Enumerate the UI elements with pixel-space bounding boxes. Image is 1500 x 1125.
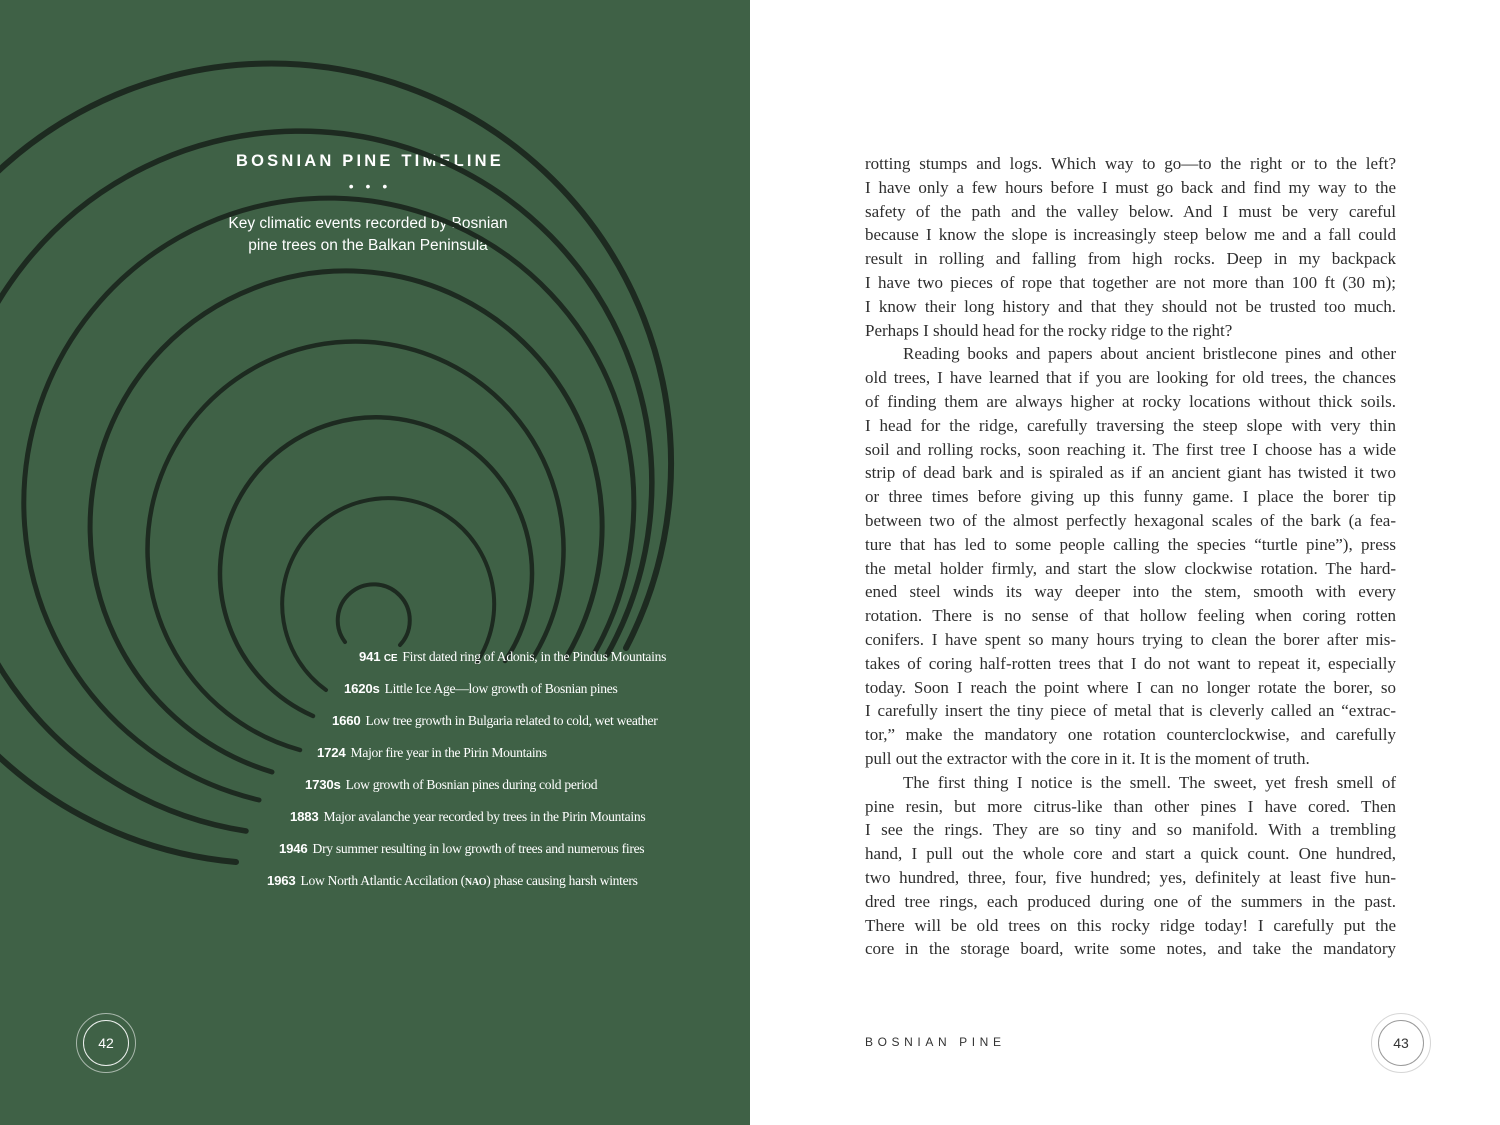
text-line: I have two pieces of rope that together are not more than 100 ft (30 m); <box>865 272 1396 292</box>
text-line: today. Soon I reach the point where I can no longer rotate the borer, so <box>865 677 1396 697</box>
event-year: 1883 <box>290 809 319 824</box>
text-line: strip of dead bark and is spiraled as if an ancient giant has twisted it two <box>865 463 1396 483</box>
text-line: The first thing I notice is the smell. The sweet, yet fresh smell of <box>903 772 1396 792</box>
timeline-title: BOSNIAN PINE TIMELINE <box>236 152 504 170</box>
event-year: 1660 <box>332 713 361 728</box>
text-line: result in rolling and falling from high rocks. Deep in my backpack <box>865 249 1396 269</box>
timeline-event-1883 <box>290 807 645 827</box>
text-line: hand, I pull out the whole core and start a quick count. One hundred, <box>865 844 1396 864</box>
text-line: because I know the slope is increasingly steep below me and a fall could <box>865 225 1396 245</box>
text-line: between two of the almost perfectly hexagonal scales of the bark (a fea- <box>865 510 1396 530</box>
timeline-event-1730s <box>305 775 597 795</box>
running-head: BOSNIAN PINE <box>865 1035 1006 1049</box>
timeline-event-1963 <box>267 871 638 891</box>
text-line: rotation. There is no sense of that hollow feeling when coring rotten <box>865 606 1396 626</box>
text-line: or three times before giving up this funny game. I place the borer tip <box>865 487 1396 507</box>
text-line: I know their long history and that they should not be trusted too much. <box>865 296 1396 316</box>
text-line: tor,” make the mandatory one rotation counterclockwise, and carefully <box>865 725 1396 745</box>
event-text: Dry summer resulting in low growth of trees and numerous fires <box>312 841 645 856</box>
timeline-event-941 <box>359 647 666 667</box>
event-text: Little Ice Age—low growth of Bosnian pines <box>384 681 618 696</box>
timeline-event-1946 <box>279 839 644 859</box>
event-year: 1963 <box>267 873 296 888</box>
timeline-event-1724 <box>317 743 547 763</box>
text-line: I see the rings. They are so tiny and so manifold. With a trembling <box>865 820 1396 840</box>
event-year: 1946 <box>279 841 308 856</box>
right-page <box>750 0 1500 1125</box>
text-line: takes of coring half-rotten trees that I do not want to repeat it, especially <box>865 653 1396 673</box>
timeline-event-1620s <box>344 679 617 699</box>
event-year: 1724 <box>317 745 346 760</box>
text-line: pull out the extractor with the core in it. It is the moment of truth. <box>865 748 1310 768</box>
body-text <box>865 152 1396 961</box>
event-text: First dated ring of Adonis, in the Pindus Mountains <box>402 649 667 664</box>
nao-abbreviation: NAO <box>464 877 487 888</box>
event-text: Low tree growth in Bulgaria related to cold, wet weather <box>365 713 658 728</box>
text-line: Perhaps I should head for the rocky ridge to the right? <box>865 320 1233 340</box>
ring-1 <box>338 584 410 645</box>
text-line: soil and rolling rocks, soon reaching it. The first tree I choose has a wide <box>865 439 1396 459</box>
text-line: old trees, I have learned that if you are looking for old trees, the chances <box>865 368 1396 388</box>
text-line: ened steel winds its way deeper into the stem, smooth with every <box>865 582 1396 602</box>
ring-3 <box>220 417 532 716</box>
event-text: Low growth of Bosnian pines during cold period <box>345 777 598 792</box>
timeline-event-1660 <box>332 711 658 731</box>
text-line: ture that has led to some people calling the species “turtle pine”), press <box>865 534 1396 554</box>
event-text: Major fire year in the Pirin Mountains <box>350 745 547 760</box>
text-line: pine resin, but more citrus-like than other pines I have cored. Then <box>865 796 1396 816</box>
subtitle-line-1: Key climatic events recorded by Bosnian <box>228 215 508 232</box>
text-line: I have only a few hours before I must go back and find my way to the <box>865 177 1396 197</box>
subtitle-line-2: pine trees on the Balkan Peninsula <box>248 237 488 254</box>
event-year: 1730s <box>305 777 341 792</box>
event-text-before: Low North Atlantic Accilation ( <box>300 873 465 888</box>
text-line: conifers. I have spent so many hours trying to clean the borer after mis- <box>865 629 1396 649</box>
text-line: of finding them are always higher at rocky locations without thick soils. <box>865 391 1396 411</box>
era-label: CE <box>383 653 398 664</box>
text-line: There will be old trees on this rocky ridge today! I carefully put the <box>865 915 1396 935</box>
event-year: 1620s <box>344 681 380 696</box>
ring-6 <box>24 198 634 800</box>
text-line: the metal holder firmly, and start the slow clockwise rotation. The hard- <box>865 558 1396 578</box>
ornament-dots: • • • <box>348 178 392 194</box>
text-line: rotting stumps and logs. Which way to go—to the right or to the left? <box>865 154 1396 173</box>
text-line: core in the storage board, write some notes, and take the mandatory <box>865 939 1396 959</box>
text-line: I carefully insert the tiny piece of metal that is cleverly called an “extrac- <box>865 701 1396 721</box>
event-text-after: ) phase causing harsh winters <box>486 873 638 888</box>
text-line: I head for the ridge, carefully traversing the steep slope with very thin <box>865 415 1396 435</box>
text-line: dred tree rings, each produced during one of the summers in the past. <box>865 891 1396 911</box>
page-number-43: 43 <box>1378 1020 1424 1066</box>
text-line: safety of the path and the valley below. And I must be very careful <box>865 201 1396 221</box>
event-year: 941 CE <box>359 649 398 664</box>
event-text: Major avalanche year recorded by trees in the Pirin Mountains <box>323 809 646 824</box>
text-line: two hundred, three, four, five hundred; yes, definitely at least five hun- <box>865 867 1396 887</box>
page-number-42: 42 <box>83 1020 129 1066</box>
text-line: Reading books and papers about ancient bristlecone pines and other <box>903 344 1396 364</box>
